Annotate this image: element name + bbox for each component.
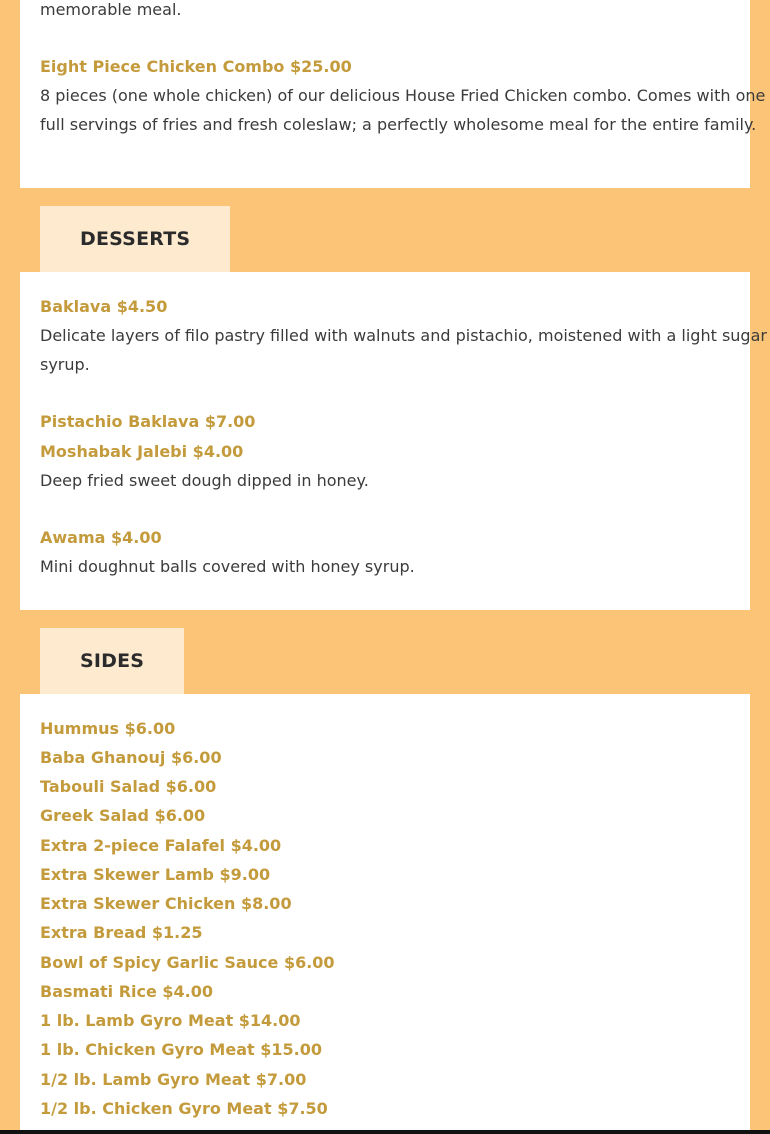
menu-item-title-pistachio-baklava: Pistachio Baklava $7.00 bbox=[40, 412, 256, 431]
side-item: 1/2 lb. Chicken Gyro Meat $7.50 bbox=[40, 1099, 328, 1118]
menu-item-title-eight-piece-chicken-combo: Eight Piece Chicken Combo $25.00 bbox=[40, 57, 352, 76]
page-bottom-edge bbox=[0, 1130, 770, 1134]
desserts-section bbox=[20, 272, 767, 610]
menu-item-desc: Delicate layers of filo pastry filled with walnuts and pistachio, moistened with a light sugar bbox=[40, 326, 767, 345]
side-item: 1 lb. Lamb Gyro Meat $14.00 bbox=[40, 1011, 301, 1030]
side-item: 1/2 lb. Lamb Gyro Meat $7.00 bbox=[40, 1070, 307, 1089]
sides-heading: SIDES bbox=[80, 650, 145, 672]
sides-section-tab bbox=[40, 628, 184, 694]
menu-item-desc: Mini doughnut balls covered with honey syrup. bbox=[40, 557, 415, 576]
menu-item-desc: full servings of fries and fresh coleslaw; a perfectly wholesome meal for the entire family. bbox=[40, 115, 757, 134]
side-item: Bowl of Spicy Garlic Sauce $6.00 bbox=[40, 953, 335, 972]
side-item: Hummus $6.00 bbox=[40, 719, 176, 738]
side-item: Tabouli Salad $6.00 bbox=[40, 777, 217, 796]
menu-item-desc: Deep fried sweet dough dipped in honey. bbox=[40, 471, 369, 490]
combos-section bbox=[20, 0, 766, 188]
menu-item-title-awama: Awama $4.00 bbox=[40, 528, 162, 547]
combo-desc-tail: memorable meal. bbox=[40, 0, 182, 19]
side-item: Extra Skewer Lamb $9.00 bbox=[40, 865, 271, 884]
menu-item-desc: 8 pieces (one whole chicken) of our delicious House Fried Chicken combo. Comes with one bbox=[40, 86, 766, 105]
menu-item-desc: syrup. bbox=[40, 355, 90, 374]
side-item: Greek Salad $6.00 bbox=[40, 806, 206, 825]
desserts-heading: DESSERTS bbox=[80, 228, 191, 250]
side-item: Extra 2-piece Falafel $4.00 bbox=[40, 836, 282, 855]
side-item: Extra Bread $1.25 bbox=[40, 923, 203, 942]
menu-item-title-moshabak-jalebi: Moshabak Jalebi $4.00 bbox=[40, 442, 244, 461]
side-item: Baba Ghanouj $6.00 bbox=[40, 748, 222, 767]
side-item: Extra Skewer Chicken $8.00 bbox=[40, 894, 292, 913]
desserts-section-tab bbox=[40, 206, 230, 272]
sides-section bbox=[20, 694, 750, 1130]
side-item: 1 lb. Chicken Gyro Meat $15.00 bbox=[40, 1040, 322, 1059]
side-item: Basmati Rice $4.00 bbox=[40, 982, 214, 1001]
menu-item-title-baklava: Baklava $4.50 bbox=[40, 297, 168, 316]
